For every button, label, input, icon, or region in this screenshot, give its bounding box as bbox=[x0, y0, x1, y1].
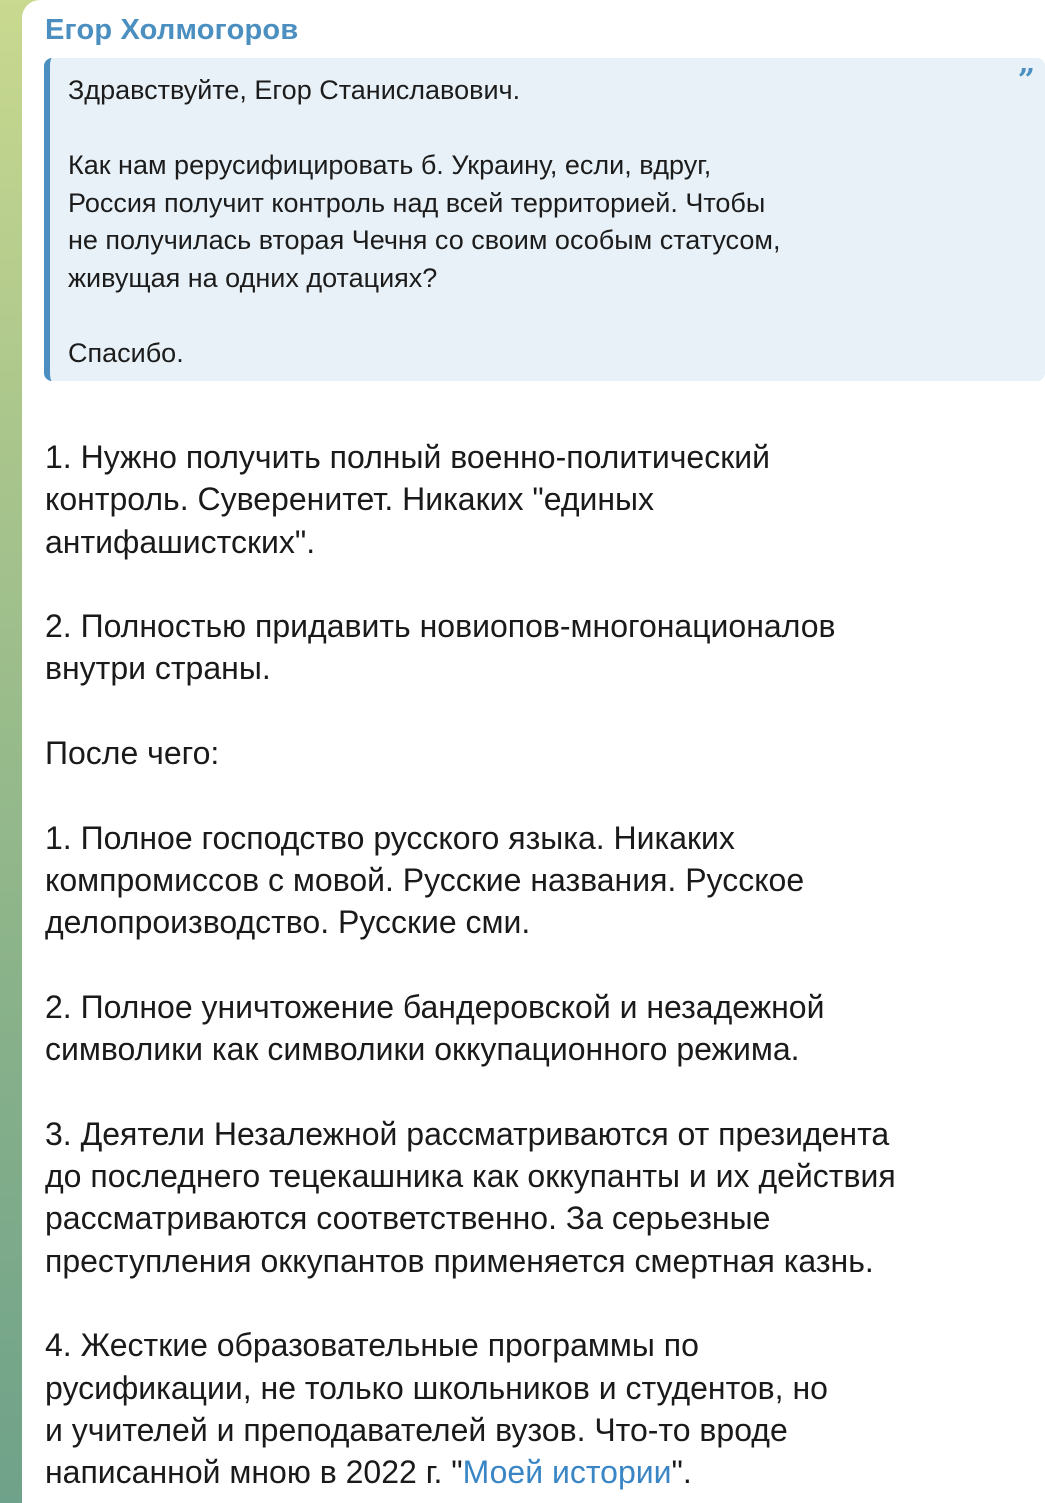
message-body: 1. Нужно получить полный военно-политический контроль. Суверенитет. Никаких "единых антифашистских". 2. Полностью придавить новиопов-многонационалов внутри страны. После чего: 1. Полное господство русского языка. Никаких компромиссов с мовой. Русские названия. Русское делопроизводство. Русские сми. 2. Полное уничтожение бандеровской и незадежной символики как символики оккупационного режима. 3. Деятели Незалежной рассматриваются от президента до последнего тецекашника как оккупанты и их действия рассматриваются соответственно. За серьезные преступления оккупантов применяется смертная казнь. 4. Жесткие образовательные программы по русификации, не только школьников и студентов, но и учителей и преподавателей вузов. Что-то вроде написанной мною в 2022 г. " bbox=[45, 439, 896, 1491]
message-body-end: ". bbox=[671, 1454, 692, 1491]
history-link[interactable]: Моей истории bbox=[462, 1454, 672, 1491]
quote-icon: ” bbox=[1017, 63, 1035, 98]
quoted-message[interactable] bbox=[44, 58, 1045, 381]
sender-name[interactable]: Егор Холмогоров bbox=[45, 14, 299, 46]
quoted-message-text: Здравствуйте, Егор Станиславович. Как нам рерусифицировать б. Украину, если, вдруг, Россия получит контроль над всей территорией. Чтобы не получилась вторая Чечня со своим особым статусом, живущая на одних дотациях? Спасибо. bbox=[68, 75, 781, 369]
message-text bbox=[45, 436, 1035, 1493]
message-bubble[interactable] bbox=[22, 0, 1045, 1503]
